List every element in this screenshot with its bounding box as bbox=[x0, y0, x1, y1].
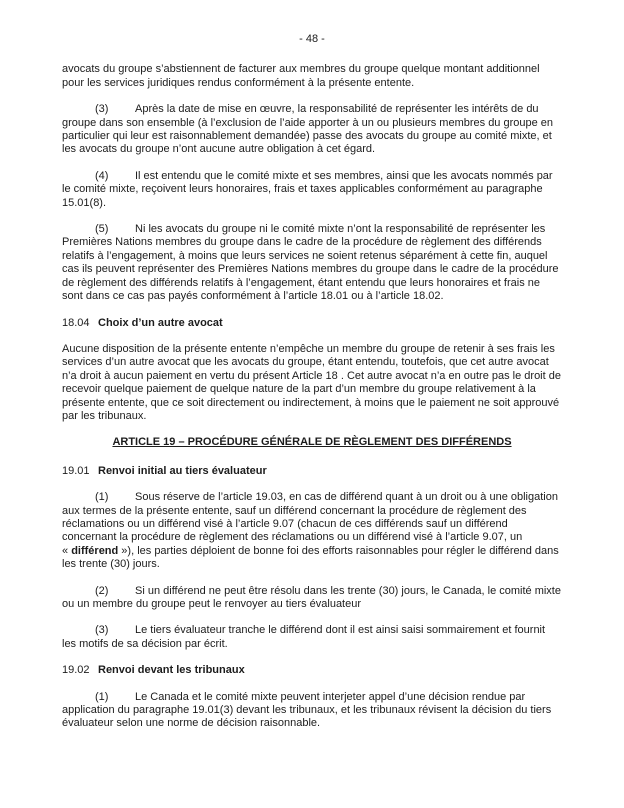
paragraph-number: (1) bbox=[95, 491, 109, 504]
article-19-title-text: ARTICLE 19 – PROCÉDURE GÉNÉRALE DE RÈGLEMENT DES DIFFÉRENDS bbox=[112, 436, 512, 449]
paragraph-number: (2) bbox=[95, 584, 109, 597]
paragraph-19-01-2 bbox=[62, 585, 562, 612]
paragraph-19-01-3 bbox=[62, 624, 562, 651]
paragraph-number: (5) bbox=[95, 223, 109, 236]
paragraph-19-02-1 bbox=[62, 691, 562, 731]
section-heading-19-02 bbox=[62, 664, 562, 677]
paragraph-text: Il est entendu que le comité mixte et ses membres, ainsi que les avocats nommés par le comité mixte, reçoivent leurs honoraires, frais et taxes applicables conformément au paragraphe 15.01(8). bbox=[62, 169, 553, 209]
paragraph-text: Le Canada et le comité mixte peuvent interjeter appel d’une décision rendue par application du paragraphe 19.01(3) devant les tribunaux, et les tribunaux révisent la décision du tiers évaluateur selon une norme de décision raisonnable. bbox=[62, 690, 552, 730]
paragraph-number: (4) bbox=[95, 169, 109, 182]
paragraph-18-03-3 bbox=[62, 103, 562, 157]
paragraph-number: (1) bbox=[95, 690, 109, 703]
section-number: 19.02 bbox=[62, 664, 90, 677]
defined-term-differend: différend bbox=[71, 544, 119, 557]
paragraph-text: Ni les avocats du groupe ni le comité mixte n’ont la responsabilité de représenter les Premières Nations membres du groupe dans le cadre de la procédure de règlement des différends relatifs à l’engagement, à moins que leurs services ne soient retenus séparément à cette fin, auquel cas ils peuvent représenter des Premières Nations membres du groupe dans le cadre de la procédure de règlement des différends relatifs à l’engagement, étant entendu que leurs honoraires et frais ne sont dans ce cas pas payés conformément à l’article 18.01 ou à l’article 18.02. bbox=[62, 223, 559, 303]
paragraph-number: (3) bbox=[95, 624, 109, 637]
paragraph-18-04-body: Aucune disposition de la présente entente n’empêche un membre du groupe de retenir à ses frais les services d’un autre avocat que les avocats du groupe, étant entendu, toutefois, que cet autre avocat n’a droit à aucun paiement en vertu du présent Article 18 . Cet autre avocat n’a en outre pas le droit de recevoir quelque paiement de quelque nature de la part d’un membre du groupe relativement à la présente entente, que ce soit directement ou indirectement, à moins que le paiement ne soit approuvé par les tribunaux. bbox=[62, 342, 561, 422]
paragraph-number: (3) bbox=[95, 103, 109, 116]
paragraph-text-after: »), les parties déploient de bonne foi des efforts raisonnables pour régler le différend dans les trente (30) jours. bbox=[62, 544, 559, 571]
section-number: 18.04 bbox=[62, 316, 90, 329]
section-number: 19.01 bbox=[62, 464, 90, 477]
section-title: Renvoi devant les tribunaux bbox=[98, 664, 245, 677]
paragraph-18-03-5 bbox=[62, 223, 562, 303]
section-heading-18-04 bbox=[62, 317, 562, 330]
section-title: Choix d’un autre avocat bbox=[98, 316, 223, 329]
section-heading-19-01 bbox=[62, 465, 562, 478]
paragraph-18-03-4 bbox=[62, 170, 562, 210]
paragraph-text: Si un différend ne peut être résolu dans les trente (30) jours, le Canada, le comité mixte ou un membre du groupe peut le renvoyer au tiers évaluateur bbox=[62, 584, 561, 610]
section-title: Renvoi initial au tiers évaluateur bbox=[98, 464, 267, 477]
paragraph-19-01-1 bbox=[62, 491, 562, 571]
paragraph-text: Après la date de mise en œuvre, la responsabilité de représenter les intérêts de du groupe dans son ensemble (à l’exclusion de l’aide apporter à un ou plusieurs membres du groupe en particulier qui leur est raisonnablement demandée) passe des avocats du groupe au comité mixte, et les avocats du groupe n’ont aucune autre obligation à cet égard. bbox=[62, 103, 554, 156]
paragraph-continuation: avocats du groupe s’abstiennent de facturer aux membres du groupe quelque montant additionnel pour les services juridiques rendus conformément à la présente entente. bbox=[62, 63, 540, 89]
paragraph-text-before: Sous réserve de l’article 19.03, en cas de différend quant à un droit ou à une obligation aux termes de la présente entente, sauf un différend concernant la procédure de règlement des réclamations ou un différend visé à l’article 9.07 (chacun de ces différends sauf un différend concernant la procédure de règlement des réclamations ou un différend visé à l’article 9.07, un « bbox=[62, 491, 558, 557]
page-number: - 48 - bbox=[299, 33, 325, 45]
article-19-heading bbox=[62, 436, 562, 449]
paragraph-text: Le tiers évaluateur tranche le différend dont il est ainsi saisi sommairement et fournit les motifs de sa décision par écrit. bbox=[62, 624, 546, 650]
